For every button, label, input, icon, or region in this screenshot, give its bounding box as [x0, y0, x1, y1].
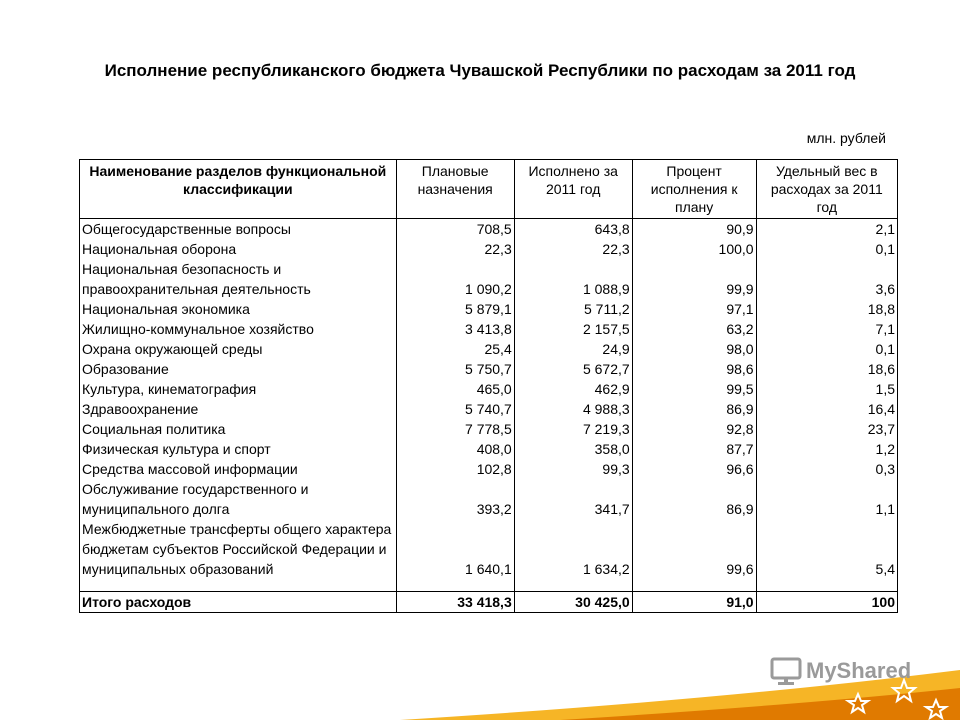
row-done: 7 219,3 — [514, 419, 632, 439]
row-share: 3,6 — [756, 259, 897, 299]
row-done: 5 711,2 — [514, 299, 632, 319]
header-percent: Процент исполнения к плану — [632, 160, 756, 219]
row-name: Образование — [80, 359, 397, 379]
row-percent: 86,9 — [632, 399, 756, 419]
row-share: 18,8 — [756, 299, 897, 319]
row-name: Культура, кинематография — [80, 379, 397, 399]
header-name: Наименование разделов функциональной классификации — [80, 160, 397, 219]
row-done: 4 988,3 — [514, 399, 632, 419]
table-row — [80, 399, 898, 419]
header-plan: Плановые назначения — [396, 160, 514, 219]
table-row — [80, 439, 898, 459]
row-plan: 5 740,7 — [396, 399, 514, 419]
table-row — [80, 379, 898, 399]
row-name: Социальная политика — [80, 419, 397, 439]
table-spacer-row — [80, 579, 898, 592]
spacer-cell — [756, 579, 897, 592]
row-percent: 99,6 — [632, 519, 756, 579]
watermark-text: MyShared — [806, 658, 912, 683]
row-done: 5 672,7 — [514, 359, 632, 379]
row-percent: 63,2 — [632, 319, 756, 339]
row-done: 643,8 — [514, 219, 632, 240]
table-row — [80, 219, 898, 240]
row-name: Национальная экономика — [80, 299, 397, 319]
row-share: 1,5 — [756, 379, 897, 399]
row-percent: 97,1 — [632, 299, 756, 319]
row-done: 99,3 — [514, 459, 632, 479]
row-name: Охрана окружающей среды — [80, 339, 397, 359]
spacer-cell — [80, 579, 397, 592]
row-percent: 92,8 — [632, 419, 756, 439]
total-plan: 33 418,3 — [396, 592, 514, 613]
table-row — [80, 459, 898, 479]
spacer-cell — [514, 579, 632, 592]
table-row — [80, 319, 898, 339]
row-done: 358,0 — [514, 439, 632, 459]
table-row — [80, 519, 898, 579]
table-row — [80, 419, 898, 439]
budget-table — [79, 159, 898, 613]
row-plan: 1 640,1 — [396, 519, 514, 579]
row-share: 23,7 — [756, 419, 897, 439]
row-share: 18,6 — [756, 359, 897, 379]
row-done: 22,3 — [514, 239, 632, 259]
row-share: 5,4 — [756, 519, 897, 579]
row-share: 7,1 — [756, 319, 897, 339]
row-name: Обслуживание государственного и муниципального долга — [80, 479, 397, 519]
row-percent: 90,9 — [632, 219, 756, 240]
row-percent: 96,6 — [632, 459, 756, 479]
units-label: млн. рублей — [806, 130, 886, 146]
row-percent: 100,0 — [632, 239, 756, 259]
watermark-logo — [770, 656, 911, 686]
row-plan: 465,0 — [396, 379, 514, 399]
row-done: 1 088,9 — [514, 259, 632, 299]
total-done: 30 425,0 — [514, 592, 632, 613]
row-percent: 99,9 — [632, 259, 756, 299]
row-percent: 86,9 — [632, 479, 756, 519]
header-done: Исполнено за 2011 год — [514, 160, 632, 219]
row-done: 24,9 — [514, 339, 632, 359]
total-name: Итого расходов — [80, 592, 397, 613]
table-row — [80, 259, 898, 299]
row-name: Межбюджетные трансферты общего характера бюджетам субъектов Российской Федерации и муниципальных образований — [80, 519, 397, 579]
row-plan: 3 413,8 — [396, 319, 514, 339]
row-percent: 99,5 — [632, 379, 756, 399]
row-share: 0,1 — [756, 339, 897, 359]
table-row — [80, 359, 898, 379]
row-name: Национальная безопасность и правоохранительная деятельность — [80, 259, 397, 299]
row-share: 2,1 — [756, 219, 897, 240]
row-plan: 1 090,2 — [396, 259, 514, 299]
row-name: Национальная оборона — [80, 239, 397, 259]
row-share: 0,3 — [756, 459, 897, 479]
row-name: Средства массовой информации — [80, 459, 397, 479]
row-name: Здравоохранение — [80, 399, 397, 419]
table-row — [80, 299, 898, 319]
row-share: 0,1 — [756, 239, 897, 259]
row-done: 462,9 — [514, 379, 632, 399]
presentation-screen-icon — [770, 656, 802, 686]
table-row — [80, 239, 898, 259]
row-plan: 393,2 — [396, 479, 514, 519]
page-title: Исполнение республиканского бюджета Чувашской Республики по расходам за 2011 год — [104, 61, 856, 80]
row-done: 2 157,5 — [514, 319, 632, 339]
row-plan: 5 879,1 — [396, 299, 514, 319]
row-plan: 22,3 — [396, 239, 514, 259]
row-done: 1 634,2 — [514, 519, 632, 579]
total-row — [80, 592, 898, 613]
row-plan: 708,5 — [396, 219, 514, 240]
table-header-row — [80, 160, 898, 219]
row-name: Общегосударственные вопросы — [80, 219, 397, 240]
row-plan: 408,0 — [396, 439, 514, 459]
row-percent: 98,6 — [632, 359, 756, 379]
row-share: 1,2 — [756, 439, 897, 459]
header-share: Удельный вес в расходах за 2011 год — [756, 160, 897, 219]
row-name: Физическая культура и спорт — [80, 439, 397, 459]
row-plan: 102,8 — [396, 459, 514, 479]
table-row — [80, 339, 898, 359]
row-share: 16,4 — [756, 399, 897, 419]
row-plan: 25,4 — [396, 339, 514, 359]
spacer-cell — [632, 579, 756, 592]
spacer-cell — [396, 579, 514, 592]
row-name: Жилищно-коммунальное хозяйство — [80, 319, 397, 339]
row-percent: 98,0 — [632, 339, 756, 359]
row-plan: 7 778,5 — [396, 419, 514, 439]
row-plan: 5 750,7 — [396, 359, 514, 379]
total-percent: 91,0 — [632, 592, 756, 613]
table-row — [80, 479, 898, 519]
row-percent: 87,7 — [632, 439, 756, 459]
row-done: 341,7 — [514, 479, 632, 519]
total-share: 100 — [756, 592, 897, 613]
row-share: 1,1 — [756, 479, 897, 519]
